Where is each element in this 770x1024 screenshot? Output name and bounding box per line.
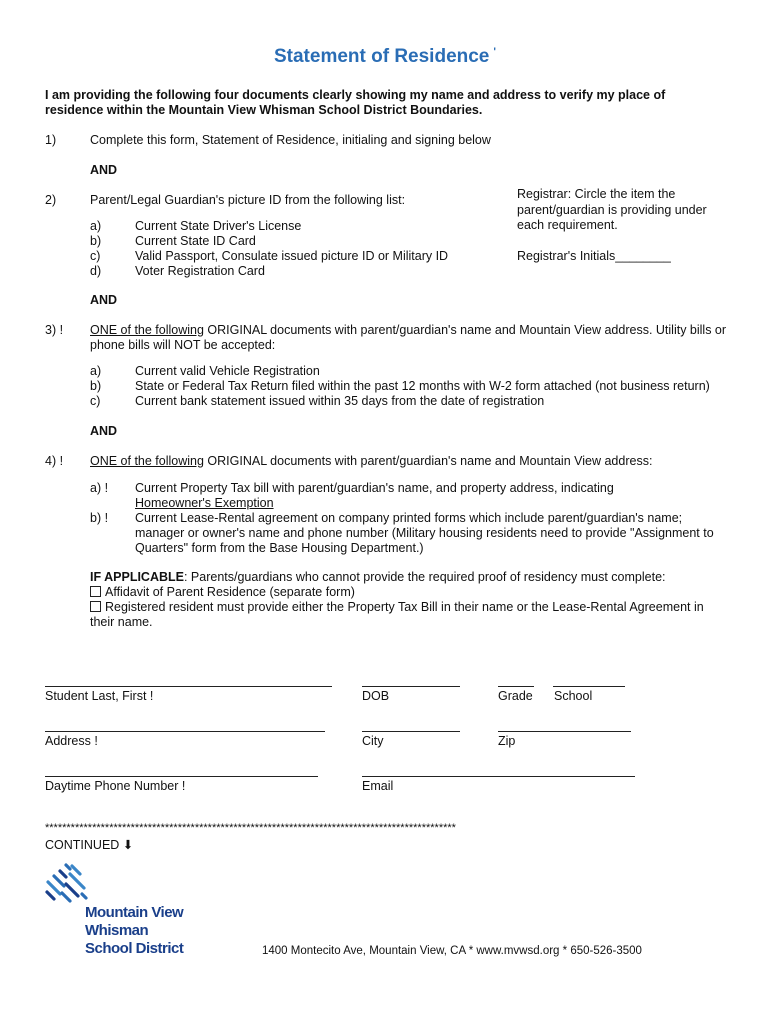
phone-label: Daytime Phone Number !	[45, 779, 186, 793]
item-4-number: 4) !	[45, 454, 64, 468]
list-item: b) ! Current Lease-Rental agreement on company printed forms which include parent/guardian's name; manager or owner's name and phone number (Military housing residents need to provide "Assignment to Quarters" form from the Base Housing Department.)	[90, 511, 714, 555]
separator-stars: ************************************************************************************************	[45, 822, 456, 834]
and-label-3: AND	[90, 424, 118, 438]
item-2-list	[90, 219, 500, 279]
item-3-text: ONE of the following ORIGINAL documents with parent/guardian's name and Mountain View address. Utility bills or phone bills will NOT be accepted:	[90, 323, 727, 352]
and-label-2: AND	[90, 293, 118, 307]
grade-line[interactable]	[498, 686, 534, 687]
address-label: Address !	[45, 734, 98, 748]
email-label: Email	[362, 779, 394, 793]
if-applicable-section: IF APPLICABLE: Parents/guardians who cannot provide the required proof of residency must complete: Affidavit of Parent Residence (separate form) Registered resident must provide either the Property Tax Bill in their name or the Lease-Rental Agreement in their name.	[90, 570, 704, 629]
item-4-text: ONE of the following ORIGINAL documents with parent/guardian's name and Mountain View address:	[90, 454, 653, 468]
registrar-note	[517, 187, 717, 264]
affidavit-checkbox[interactable]	[90, 586, 101, 597]
student-name-line[interactable]	[45, 686, 332, 687]
list-item: d) Voter Registration Card	[90, 264, 265, 278]
list-item: c) Valid Passport, Consulate issued picture ID or Military ID	[90, 249, 449, 263]
list-item: a) Current State Driver's License	[90, 219, 302, 233]
grade-label: Grade	[498, 689, 533, 703]
district-logo-text: Mountain View Whisman School District	[85, 904, 184, 957]
item-2-number: 2)	[45, 193, 57, 207]
registrar-instruction: Registrar: Circle the item the parent/guardian is providing under each requirement.	[517, 187, 707, 232]
list-item: a) ! Current Property Tax bill with parent/guardian's name, and property address, indicating Homeowner's Exemption	[90, 481, 614, 510]
item-1-text: Complete this form, Statement of Residence, initialing and signing below	[90, 133, 491, 147]
item-4-list	[90, 481, 730, 556]
dob-line[interactable]	[362, 686, 460, 687]
school-line[interactable]	[553, 686, 625, 687]
item-3-number: 3) !	[45, 323, 64, 337]
zip-line[interactable]	[498, 731, 631, 732]
list-item: a) Current valid Vehicle Registration	[90, 364, 320, 378]
list-item: b) Current State ID Card	[90, 234, 256, 248]
intro-text: I am providing the following four documents clearly showing my name and address to verify my place of residence within the Mountain View Whisman School District Boundaries.	[45, 88, 666, 117]
list-item: c) Current bank statement issued within 35 days from the date of registration	[90, 394, 545, 408]
registrar-initials: Registrar's Initials________	[517, 248, 671, 263]
item-2-text: Parent/Legal Guardian's picture ID from the following list:	[90, 193, 406, 207]
zip-label: Zip	[498, 734, 516, 748]
email-line[interactable]	[362, 776, 635, 777]
title-mark: '	[493, 46, 497, 58]
dob-label: DOB	[362, 689, 390, 703]
address-line[interactable]	[45, 731, 325, 732]
and-label-1: AND	[90, 163, 118, 177]
phone-line[interactable]	[45, 776, 318, 777]
city-line[interactable]	[362, 731, 460, 732]
item-1-number: 1)	[45, 133, 57, 147]
city-label: City	[362, 734, 384, 748]
continued-label: CONTINUED ⬇	[45, 838, 134, 852]
footer-contact: 1400 Montecito Ave, Mountain View, CA * www.mvwsd.org * 650-526-3500	[262, 945, 642, 957]
page-title: Statement of Residence '	[273, 46, 497, 67]
registered-resident-checkbox[interactable]	[90, 601, 101, 612]
list-item: b) State or Federal Tax Return filed within the past 12 months with W-2 form attached (not business return)	[90, 379, 710, 393]
item-3-list	[90, 364, 730, 409]
arrow-down-icon: ⬇	[122, 838, 134, 852]
school-label: School	[554, 689, 593, 703]
student-name-label: Student Last, First !	[45, 689, 154, 703]
homeowners-exemption-text: Homeowner's Exemption	[135, 496, 274, 510]
